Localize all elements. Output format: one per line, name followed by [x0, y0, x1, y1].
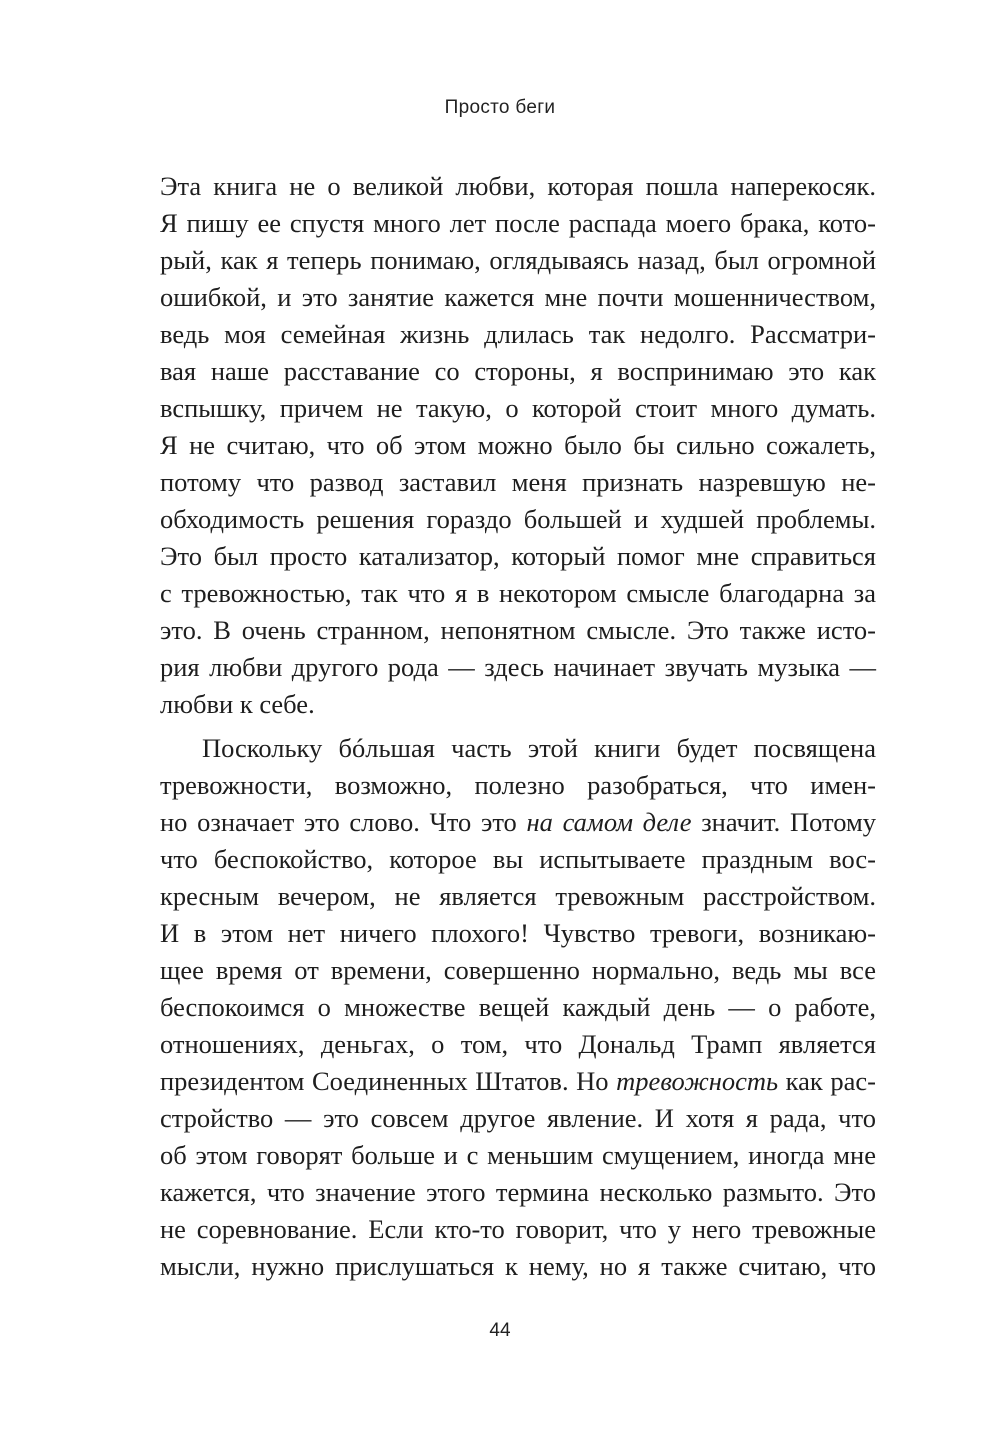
text-line: кресным вечером, не является тревожным расстройством.	[160, 881, 876, 911]
text-line: рия любви другого рода — здесь начинает звучать музыка —	[160, 652, 876, 682]
page-number: 44	[489, 1320, 511, 1341]
body-text	[160, 168, 876, 1285]
text-line: беспокоимся о множестве вещей каждый день — о работе,	[160, 992, 876, 1022]
text-line: Эта книга не о великой любви, которая пошла наперекосяк.	[160, 171, 876, 201]
text-line: это. В очень странном, непонятном смысле. Это также исто-	[160, 615, 876, 645]
text-line	[160, 804, 876, 841]
italic-emphasis: на самом деле	[526, 807, 692, 837]
paragraph-1	[160, 168, 876, 723]
text-line: мысли, нужно прислушаться к нему, но я также считаю, что	[160, 1251, 876, 1281]
text-segment: как рас-	[778, 1066, 876, 1096]
text-line: ошибкой, и это занятие кажется мне почти мошенничеством,	[160, 282, 876, 312]
text-line: щее время от времени, совершенно нормально, ведь мы все	[160, 955, 876, 985]
text-segment: но означает это слово. Что это	[160, 807, 527, 837]
italic-emphasis: тревожность	[616, 1066, 779, 1096]
text-line: ведь моя семейная жизнь длилась так недолго. Рассматри-	[160, 319, 876, 349]
text-line: Я не считаю, что об этом можно было бы сильно сожалеть,	[160, 430, 876, 460]
text-line: вспышку, причем не такую, о которой стоит много думать.	[160, 393, 876, 423]
text-line: Я пишу ее спустя много лет после распада моего брака, кото-	[160, 208, 876, 238]
text-line: обходимость решения гораздо большей и худшей проблемы.	[160, 504, 876, 534]
text-line: Поскольку бóльшая часть этой книги будет посвящена	[202, 733, 876, 763]
text-line: потому что развод заставил меня признать назревшую не-	[160, 467, 876, 497]
text-segment: значит. Потому	[691, 807, 876, 837]
text-line: с тревожностью, так что я в некотором смысле благодарна за	[160, 578, 876, 608]
text-line: не соревнование. Если кто-то говорит, что у него тревожные	[160, 1214, 876, 1244]
text-line	[160, 1063, 876, 1100]
text-line: отношениях, деньгах, о том, что Дональд Трамп является	[160, 1029, 876, 1059]
text-line: кажется, что значение этого термина несколько размыто. Это	[160, 1177, 876, 1207]
text-line: об этом говорят больше и с меньшим смущением, иногда мне	[160, 1140, 876, 1170]
paragraph-2	[160, 730, 876, 1285]
text-line: рый, как я теперь понимаю, оглядываясь назад, был огромной	[160, 245, 876, 275]
text-line: стройство — это совсем другое явление. И хотя я рада, что	[160, 1103, 876, 1133]
running-header-title: Просто беги	[444, 97, 556, 118]
text-line: Это был просто катализатор, который помог мне справиться	[160, 541, 876, 571]
text-line: любви к себе.	[160, 689, 315, 719]
paragraph-gap	[160, 723, 876, 730]
text-line: И в этом нет ничего плохого! Чувство тревоги, возникаю-	[160, 918, 876, 948]
text-segment: президентом Соединенных Штатов. Но	[160, 1066, 617, 1096]
text-line: что беспокойство, которое вы испытываете праздным вос-	[160, 844, 876, 874]
text-line: вая наше расставание со стороны, я воспринимаю это как	[160, 356, 876, 386]
text-line: тревожности, возможно, полезно разобраться, что имен-	[160, 770, 876, 800]
